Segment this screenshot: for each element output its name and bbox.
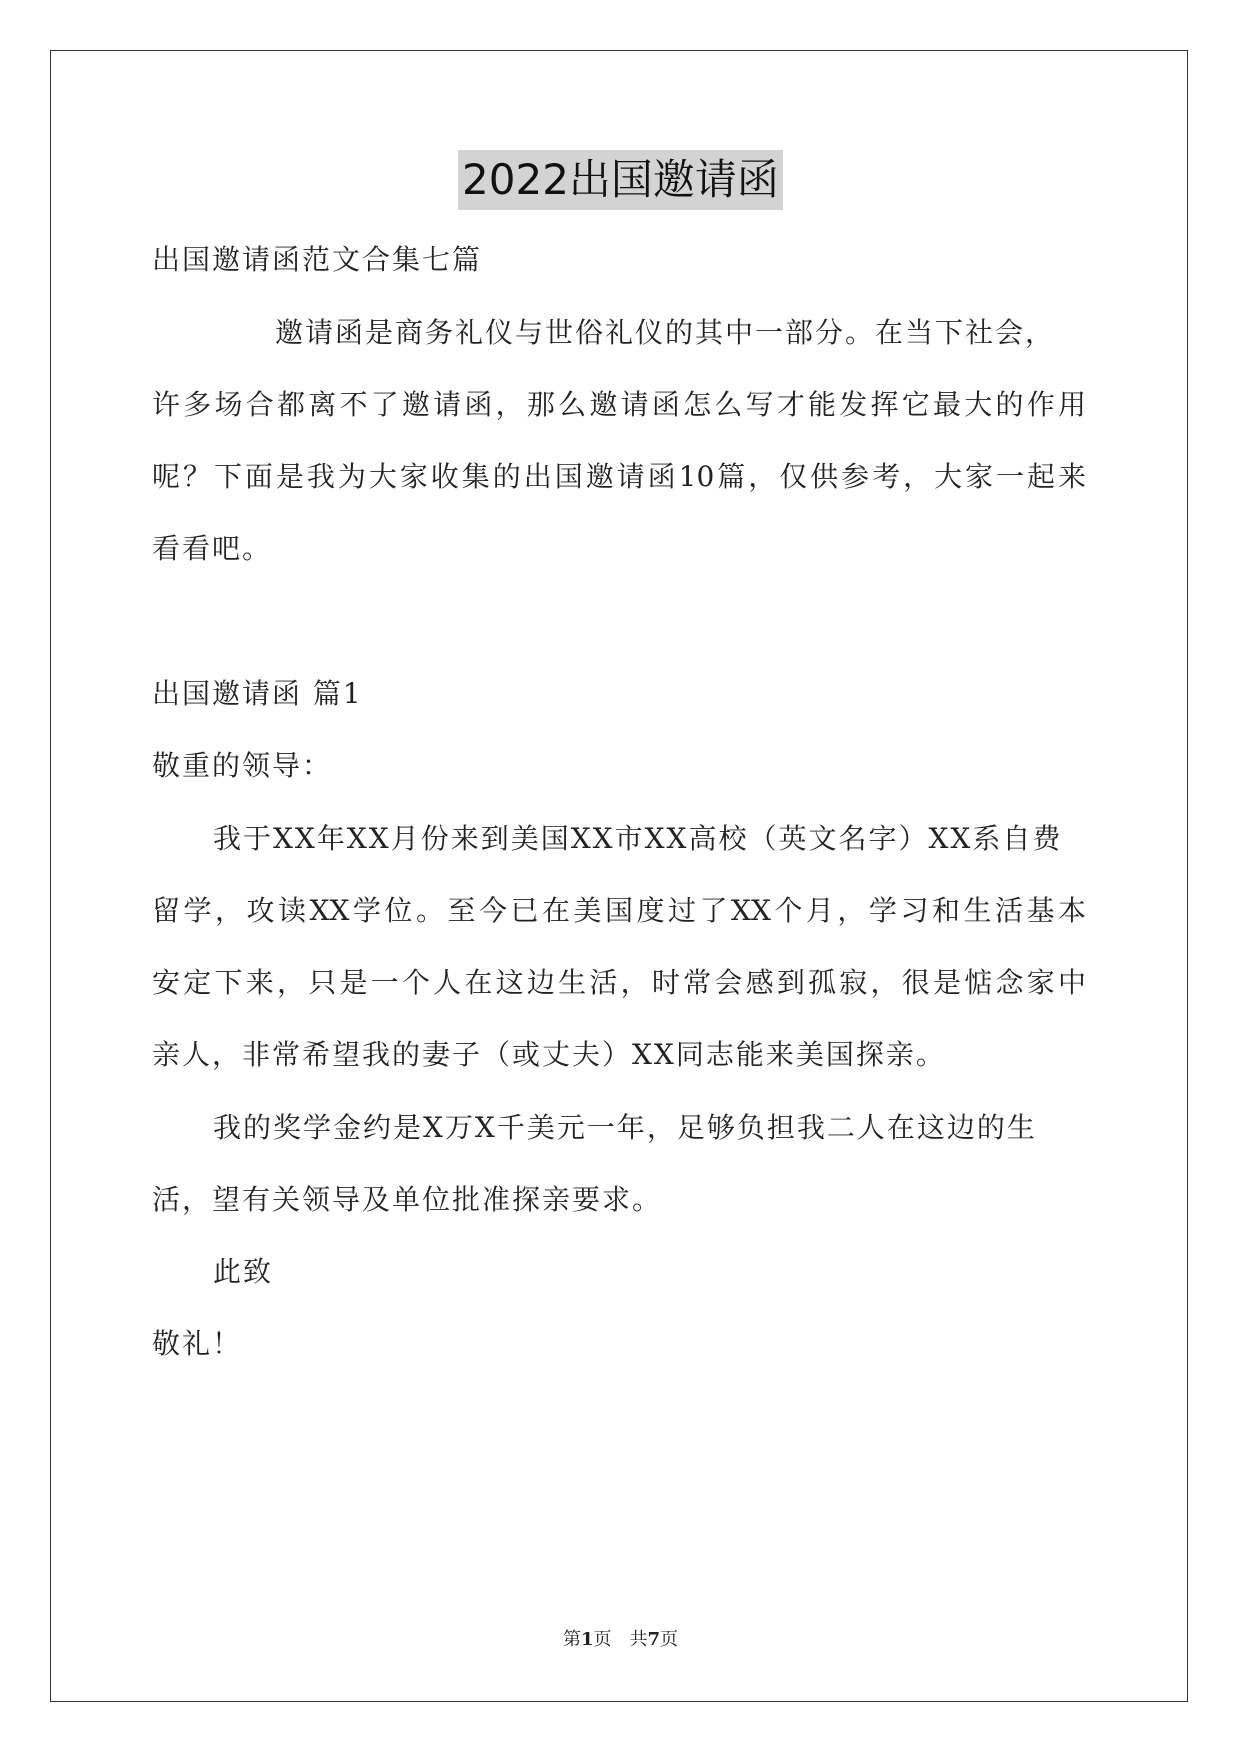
page-border [50, 50, 1188, 1702]
subtitle: 出国邀请函范文合集七篇 [152, 243, 483, 276]
footer-total-pages: 7 [647, 1629, 661, 1650]
closing-salute: 敬礼！ [152, 1327, 243, 1360]
intro-line-1: 邀请函是商务礼仪与世俗礼仪的其中一部分。在当下社会， [275, 316, 1056, 349]
intro-line-4: 看看吧。 [152, 532, 273, 565]
footer-prefix: 第 [562, 1629, 581, 1650]
intro-line-3: 呢？下面是我为大家收集的出国邀请函10篇，仅供参考，大家一起来 [152, 460, 1086, 493]
intro-line-2: 许多场合都离不了邀请函，那么邀请函怎么写才能发挥它最大的作用 [152, 388, 1086, 421]
body-line-3: 安定下来，只是一个人在这边生活，时常会感到孤寂，很是惦念家中 [152, 966, 1086, 999]
body-line-4: 亲人，非常希望我的妻子（或丈夫）XX同志能来美国探亲。 [152, 1038, 946, 1071]
footer-page-number: 1 [580, 1629, 594, 1650]
document-title: 2022出国邀请函 [458, 150, 783, 210]
body-line-2: 留学，攻读XX学位。至今已在美国度过了XX个月，学习和生活基本 [152, 894, 1086, 927]
title-container [0, 150, 1241, 210]
footer-suffix: 页 [660, 1629, 679, 1650]
footer-mid: 页 共 [593, 1629, 648, 1650]
body-line-1: 我于XX年XX月份来到美国XX市XX高校（英文名字）XX系自费 [213, 822, 1063, 855]
body-line-6: 活，望有关领导及单位批准探亲要求。 [152, 1183, 663, 1216]
body-line-5: 我的奖学金约是X万X千美元一年，足够负担我二人在这边的生 [213, 1111, 1037, 1144]
section-heading: 出国邀请函 篇1 [152, 677, 363, 710]
closing-regards: 此致 [213, 1255, 274, 1288]
salutation: 敬重的领导： [152, 749, 333, 782]
page-footer [0, 1628, 1241, 1652]
